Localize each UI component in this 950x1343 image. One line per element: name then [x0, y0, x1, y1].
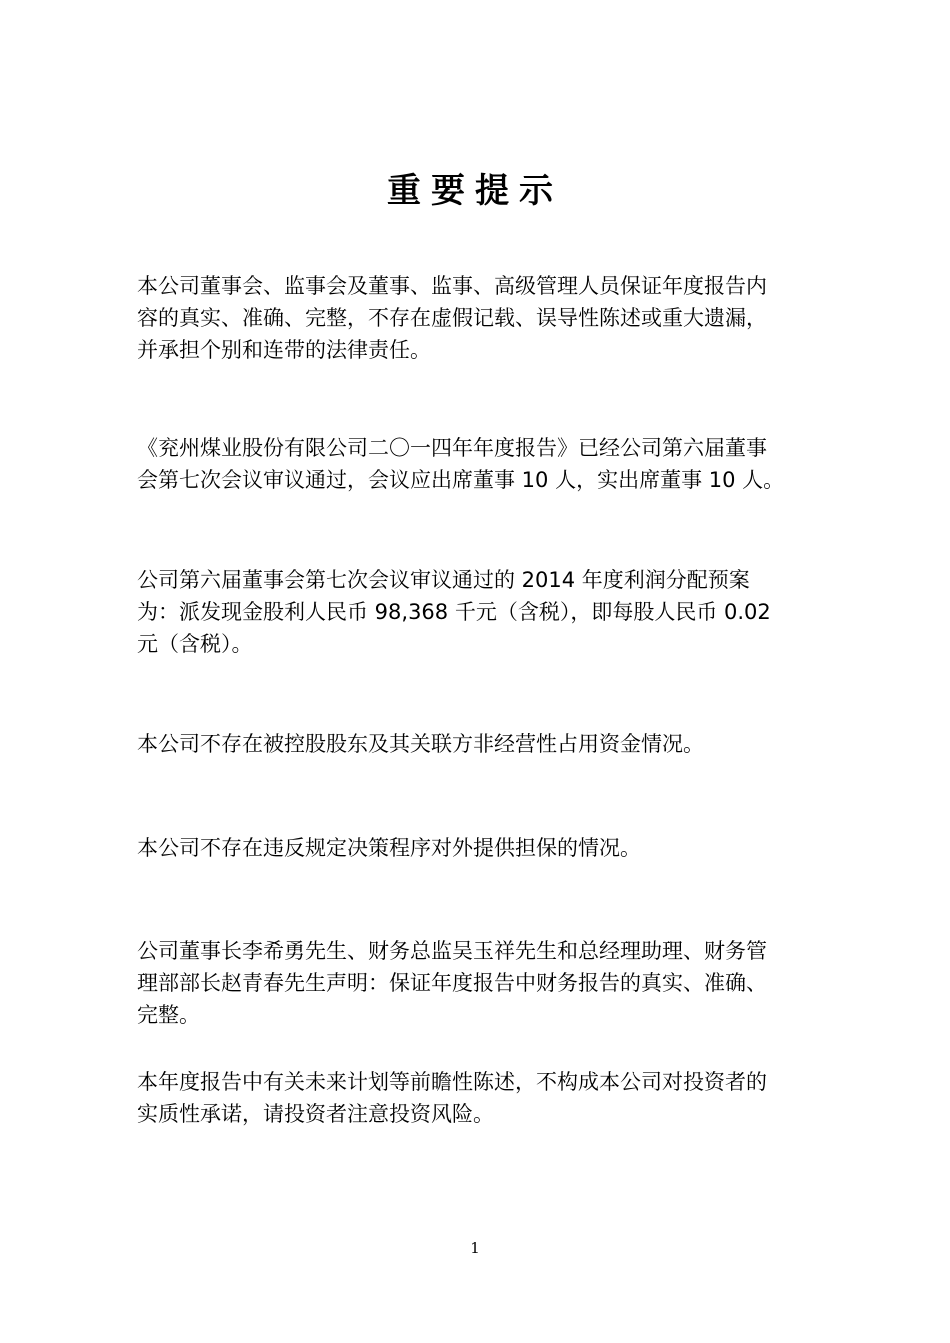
paragraph-board-guarantee [137, 270, 827, 366]
paragraph-line: 并承担个别和连带的法律责任。 [137, 338, 431, 362]
paragraph-line: 本公司董事会、监事会及董事、监事、高级管理人员保证年度报告内 [137, 274, 767, 298]
paragraph-forward-looking [137, 1066, 827, 1130]
paragraph-financial-statement [137, 935, 827, 1031]
paragraph-line: 容的真实、准确、完整，不存在虚假记载、误导性陈述或重大遗漏， [137, 306, 767, 330]
paragraph-line: 本年度报告中有关未来计划等前瞻性陈述，不构成本公司对投资者的 [137, 1070, 767, 1094]
paragraph-line: 《兖州煤业股份有限公司二〇一四年年度报告》已经公司第六届董事 [137, 436, 767, 460]
page-number: 1 [470, 1239, 480, 1257]
paragraph-guarantee [137, 832, 827, 864]
paragraph-line: 实质性承诺，请投资者注意投资风险。 [137, 1102, 494, 1126]
paragraph-line: 完整。 [137, 1003, 200, 1027]
paragraph-fund-occupation [137, 728, 827, 760]
paragraph-line: 公司董事长李希勇先生、财务总监吴玉祥先生和总经理助理、财务管 [137, 939, 767, 963]
paragraph-line: 公司第六届董事会第七次会议审议通过的 2014 年度利润分配预案 [137, 568, 750, 592]
paragraph-line: 理部部长赵青春先生声明：保证年度报告中财务报告的真实、准确、 [137, 971, 767, 995]
page-title: 重要提示 [387, 171, 563, 211]
paragraph-line: 元（含税）。 [137, 632, 253, 656]
paragraph-line: 本公司不存在违反规定决策程序对外提供担保的情况。 [137, 836, 641, 860]
paragraph-line: 为：派发现金股利人民币 98,368 千元（含税），即每股人民币 0.02 [137, 600, 771, 624]
paragraph-line: 会第七次会议审议通过，会议应出席董事 10 人，实出席董事 10 人。 [137, 468, 785, 492]
paragraph-profit-distribution [137, 564, 827, 660]
paragraph-line: 本公司不存在被控股股东及其关联方非经营性占用资金情况。 [137, 732, 704, 756]
paragraph-report-approval [137, 432, 827, 496]
